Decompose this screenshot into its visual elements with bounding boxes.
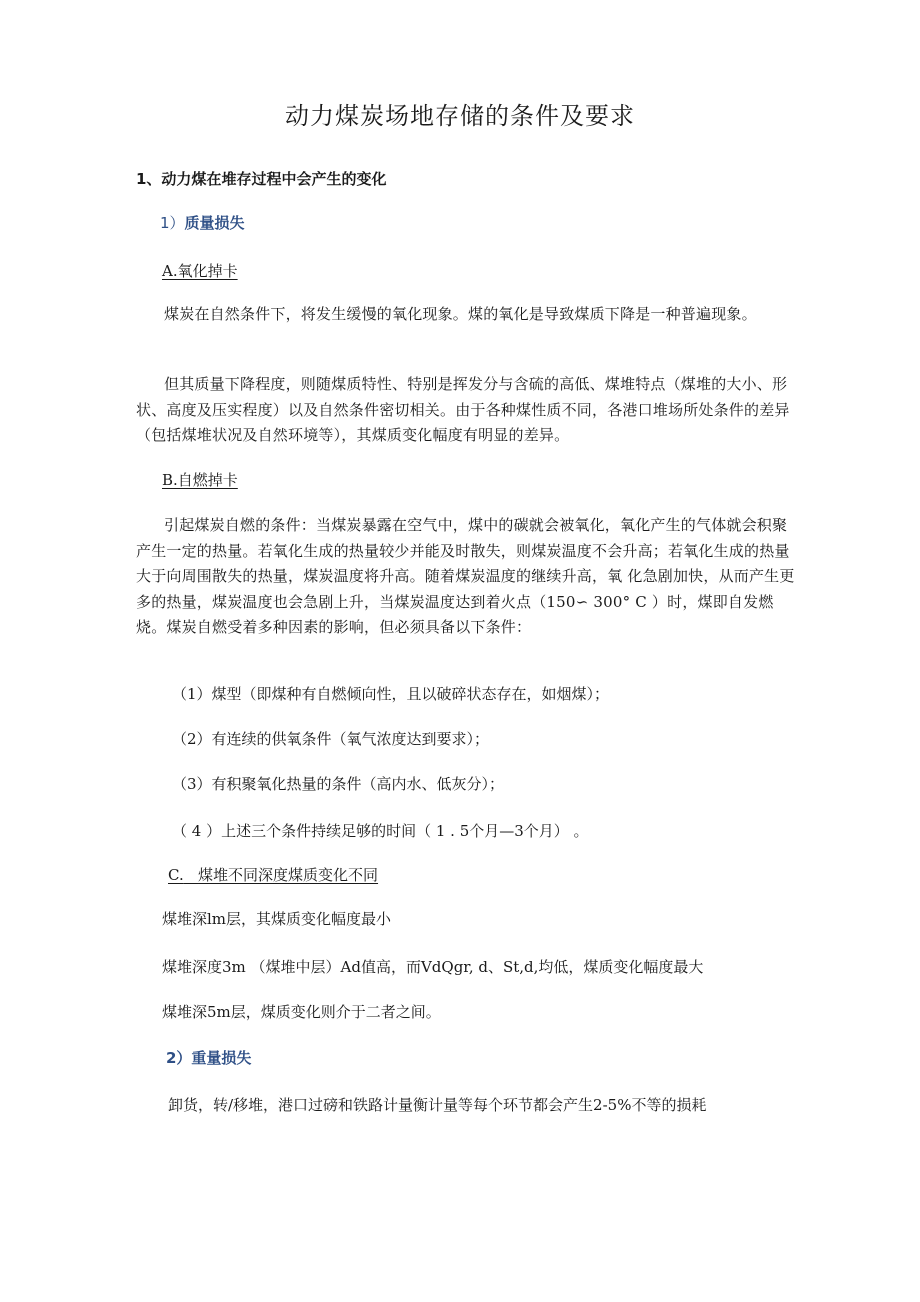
page-title: 动力煤炭场地存储的条件及要求	[285, 102, 635, 130]
section-heading-1: 1、动力煤在堆存过程中会产生的变化	[136, 170, 387, 188]
sub-heading-c	[168, 864, 378, 885]
depth-line: 煤堆深lm层，其煤质变化幅度最小	[162, 910, 392, 928]
paragraph-oxidation-1: 煤炭在自然条件下，将发生缓慢的氧化现象。煤的氧化是导致煤质下降是一种普遍现象。	[164, 305, 757, 323]
sub-heading-c-label: C.	[168, 866, 184, 884]
condition-item: （1）煤型（即煤种有自燃倾向性，且以破碎状态存在，如烟煤）；	[172, 685, 610, 703]
subsection-weight-loss: 2）重量损失	[166, 1049, 252, 1067]
condition-item: （ 4 ）上述三个条件持续足够的时间（ 1 . 5个月—3个月） 。	[172, 822, 589, 840]
subsection-label: 质量损失	[184, 214, 245, 232]
depth-line: 煤堆深5m层，煤质变化则介于二者之间。	[162, 1003, 441, 1021]
paragraph-self-ignition: 引起煤炭自燃的条件：当煤炭暴露在空气中，煤中的碳就会被氧化，氧化产生的气体就会积聚产生一定的热量。若氧化生成的热量较少并能及时散失，则煤炭温度不会升高；若氧化生成的热量大于向周围散失的热量，煤炭温度将升高。随着煤炭温度的继续升高，氧 化急剧加快，从而产生更多的热量，煤炭温度也会急剧上升，当煤炭温度达到着火点（150∽ 300° C ）时，煤即自发燃烧。煤炭自燃受着多种因素的影响，但必须具备以下条件：	[136, 516, 795, 636]
subsection-number: 1）	[160, 214, 185, 232]
paragraph-weight-loss: 卸货，转/移堆，港口过磅和铁路计量衡计量等每个环节都会产生2-5%不等的损耗	[168, 1096, 707, 1114]
condition-item: （3）有积聚氧化热量的条件（高内水、低灰分）；	[172, 775, 505, 793]
depth-line: 煤堆深度3m （煤堆中层）Ad值高，而VdQgr, d、St,d,均低，煤质变化幅度最大	[162, 958, 704, 976]
condition-item: （2）有连续的供氧条件（氧气浓度达到要求）；	[172, 730, 490, 748]
paragraph-oxidation-2: 但其质量下降程度，则随煤质特性、特别是挥发分与含硫的高低、煤堆特点（煤堆的大小、形状、高度及压实程度）以及自然条件密切相关。由于各种煤性质不同，各港口堆场所处条件的差异（包括煤堆状况及自然环境等），其煤质变化幅度有明显的差异。	[136, 375, 790, 444]
sub-heading-c-text: 煤堆不同深度煤质变化不同	[198, 866, 379, 884]
sub-heading-b: B.自燃掉卡	[162, 471, 238, 489]
sub-heading-a: A.氧化掉卡	[162, 262, 238, 280]
subsection-quality-loss	[160, 212, 245, 233]
